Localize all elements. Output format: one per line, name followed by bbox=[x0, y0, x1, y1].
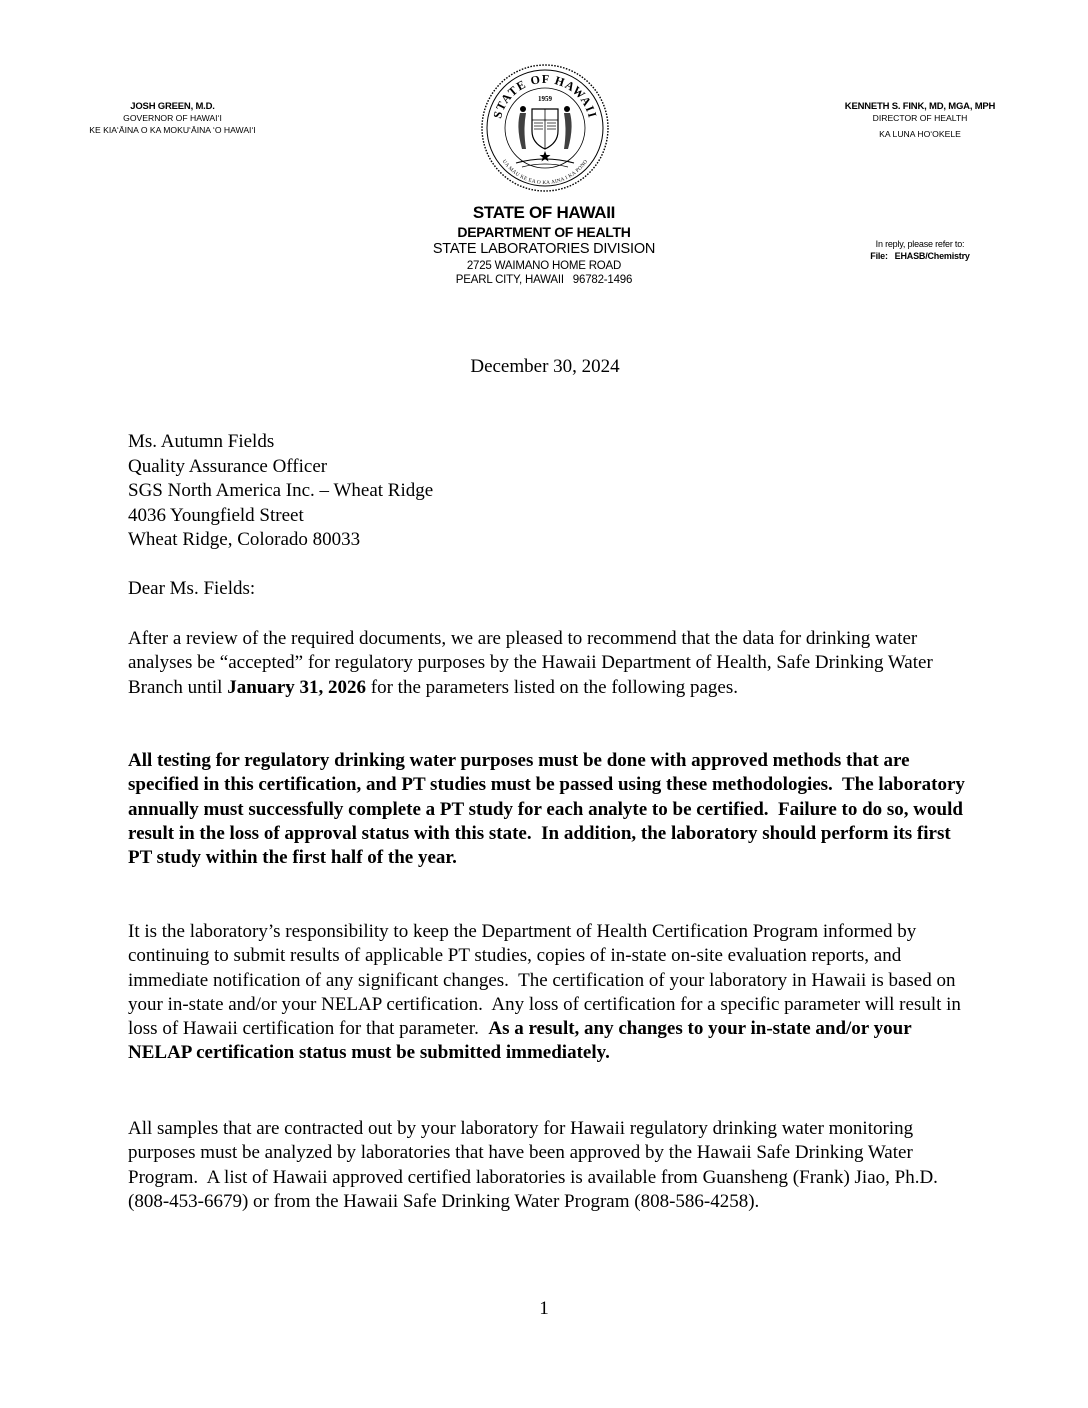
addressee-street: 4036 Youngfield Street bbox=[128, 504, 304, 526]
letterhead-department: DEPARTMENT OF HEALTH bbox=[457, 223, 631, 240]
seal-motto: UA MAU KE EA O KA AINA I KA PONO bbox=[500, 158, 590, 187]
paragraph-testing-requirements: All testing for regulatory drinking water purposes must be done with approved methods that are specified in this certification, and PT studies must be passed using these methodologies. The laboratory annually must successfully complete a PT study for each analyte to be certified. Failure to do so, would result in the loss of approval status with this state. In addition, the laboratory should perform its first PT study within the first half of the year. bbox=[128, 750, 970, 869]
governor-name: JOSH GREEN, M.D. bbox=[130, 101, 215, 112]
letter-date: December 30, 2024 bbox=[470, 356, 620, 377]
reply-reference bbox=[845, 239, 995, 262]
director-name: KENNETH S. FINK, MD, MGA, MPH bbox=[844, 101, 996, 112]
director-title-hawaiian: KA LUNA HO‘OKELE bbox=[879, 128, 961, 139]
addressee-block bbox=[128, 430, 433, 553]
salutation: Dear Ms. Fields: bbox=[128, 578, 256, 599]
letterhead-division: STATE LABORATORIES DIVISION bbox=[432, 240, 656, 257]
paragraph-acceptance-end: for the parameters listed on the following pages. bbox=[366, 676, 739, 698]
page-number: 1 bbox=[539, 1298, 549, 1319]
addressee-title: Quality Assurance Officer bbox=[128, 455, 328, 477]
director-block bbox=[815, 101, 1025, 140]
letterhead bbox=[394, 203, 694, 287]
seal-year: 1959 bbox=[538, 95, 552, 103]
reply-line: In reply, please refer to: bbox=[875, 239, 965, 249]
addressee-city: Wheat Ridge, Colorado 80033 bbox=[128, 529, 361, 551]
addressee-name: Ms. Autumn Fields bbox=[128, 431, 275, 452]
paragraph-contracted-samples: All samples that are contracted out by your laboratory for Hawaii regulatory drinking water monitoring purposes must be analyzed by laboratories that have been approved by the Hawaii Safe Drinking Water Program. A list of Hawaii approved certified laboratories is available from Guansheng (Frank) Jiao, Ph.D. (808-453-6679) or from the Hawaii Safe Drinking Water Program (808-586-4258). bbox=[128, 1118, 943, 1212]
addressee-company: SGS North America Inc. – Wheat Ridge bbox=[128, 480, 434, 502]
letterhead-state: STATE OF HAWAII bbox=[472, 203, 616, 222]
paragraph-responsibility-bold: As a result, any changes to your in-state and/or your NELAP certification status must be submitted immediately. bbox=[128, 1018, 917, 1064]
file-reference: File: EHASB/Chemistry bbox=[870, 250, 970, 261]
expiration-date: January 31, 2026 bbox=[227, 676, 367, 698]
paragraph-acceptance-text: After a review of the required documents, we are pleased to recommend that the data for drinking water analyses be “accepted” for regulatory purposes by the Hawaii Department of Health, Safe Drinking Water Branch until bbox=[128, 628, 933, 698]
paragraph-responsibility-text: It is the laboratory’s responsibility to keep the Department of Health Certification Program informed by continuing to submit results of applicable PT studies, copies of in-state on-site evaluation reports, and immediate notification of any significant changes. The certification of your laboratory in Hawaii is based on your in-state and/or your NELAP certification. Any loss of certification for a specific parameter will result in loss of Hawaii certification for that parameter. bbox=[128, 921, 966, 1040]
seal-top-text: STATE OF HAWAII bbox=[490, 71, 600, 120]
paragraph-acceptance bbox=[128, 627, 968, 700]
governor-title-hawaiian: KE KIA‘ĀINA O KA MOKU‘ĀINA ‘O HAWAI‘I bbox=[89, 124, 256, 135]
paragraph-responsibility bbox=[128, 920, 968, 1066]
governor-block bbox=[60, 101, 285, 136]
letterhead-street: 2725 WAIMANO HOME ROAD bbox=[466, 259, 622, 272]
state-seal-icon bbox=[480, 63, 610, 193]
letterhead-city: PEARL CITY, HAWAII 96782-1496 bbox=[455, 273, 633, 286]
director-title: DIRECTOR OF HEALTH bbox=[872, 113, 968, 124]
governor-title: GOVERNOR OF HAWAI‘I bbox=[123, 113, 222, 124]
